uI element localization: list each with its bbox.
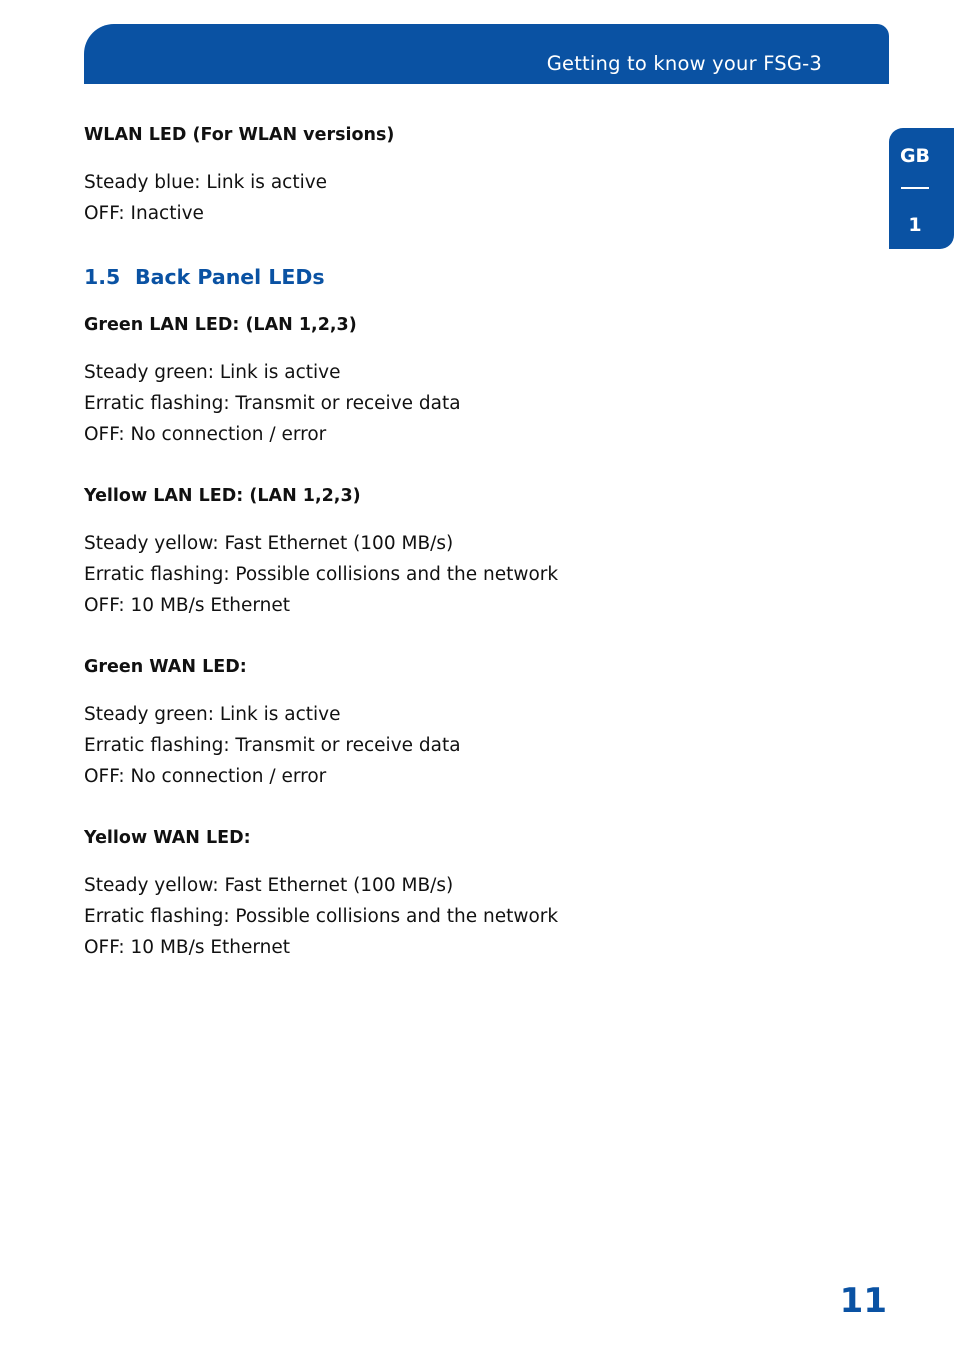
green-wan-heading: Green WAN LED: xyxy=(84,657,247,677)
green-wan-line: Erratic flashing: Transmit or receive data xyxy=(84,735,461,756)
wlan-led-heading: WLAN LED (For WLAN versions) xyxy=(84,125,395,145)
wlan-led-line: OFF: Inactive xyxy=(84,203,204,224)
yellow-wan-line: OFF: 10 MB/s Ethernet xyxy=(84,937,291,958)
header-bar xyxy=(84,24,889,84)
section-heading xyxy=(84,265,325,289)
green-lan-line: Steady green: Link is active xyxy=(84,362,341,383)
yellow-lan-line: Erratic flashing: Possible collisions and the network xyxy=(84,564,559,585)
green-wan-line: OFF: No connection / error xyxy=(84,766,327,787)
header-title: Getting to know your FSG-3 xyxy=(546,52,822,75)
wlan-led-line: Steady blue: Link is active xyxy=(84,172,328,193)
yellow-lan-line: OFF: 10 MB/s Ethernet xyxy=(84,595,291,616)
section-number: 1.5 xyxy=(84,265,121,289)
yellow-lan-heading: Yellow LAN LED: (LAN 1,2,3) xyxy=(84,486,361,506)
tab-chapter-number: 1 xyxy=(908,214,922,236)
green-lan-heading: Green LAN LED: (LAN 1,2,3) xyxy=(84,315,357,335)
yellow-lan-line: Steady yellow: Fast Ethernet (100 MB/s) xyxy=(84,533,454,554)
tab-language: GB xyxy=(899,145,931,167)
yellow-wan-line: Steady yellow: Fast Ethernet (100 MB/s) xyxy=(84,875,454,896)
tab-divider xyxy=(901,187,929,189)
page-number: 11 xyxy=(839,1281,887,1321)
green-lan-line: OFF: No connection / error xyxy=(84,424,327,445)
chapter-tab xyxy=(889,128,954,249)
green-wan-line: Steady green: Link is active xyxy=(84,704,341,725)
green-lan-line: Erratic flashing: Transmit or receive data xyxy=(84,393,461,414)
yellow-wan-heading: Yellow WAN LED: xyxy=(84,828,251,848)
yellow-wan-line: Erratic flashing: Possible collisions and the network xyxy=(84,906,559,927)
section-title: Back Panel LEDs xyxy=(135,265,325,289)
